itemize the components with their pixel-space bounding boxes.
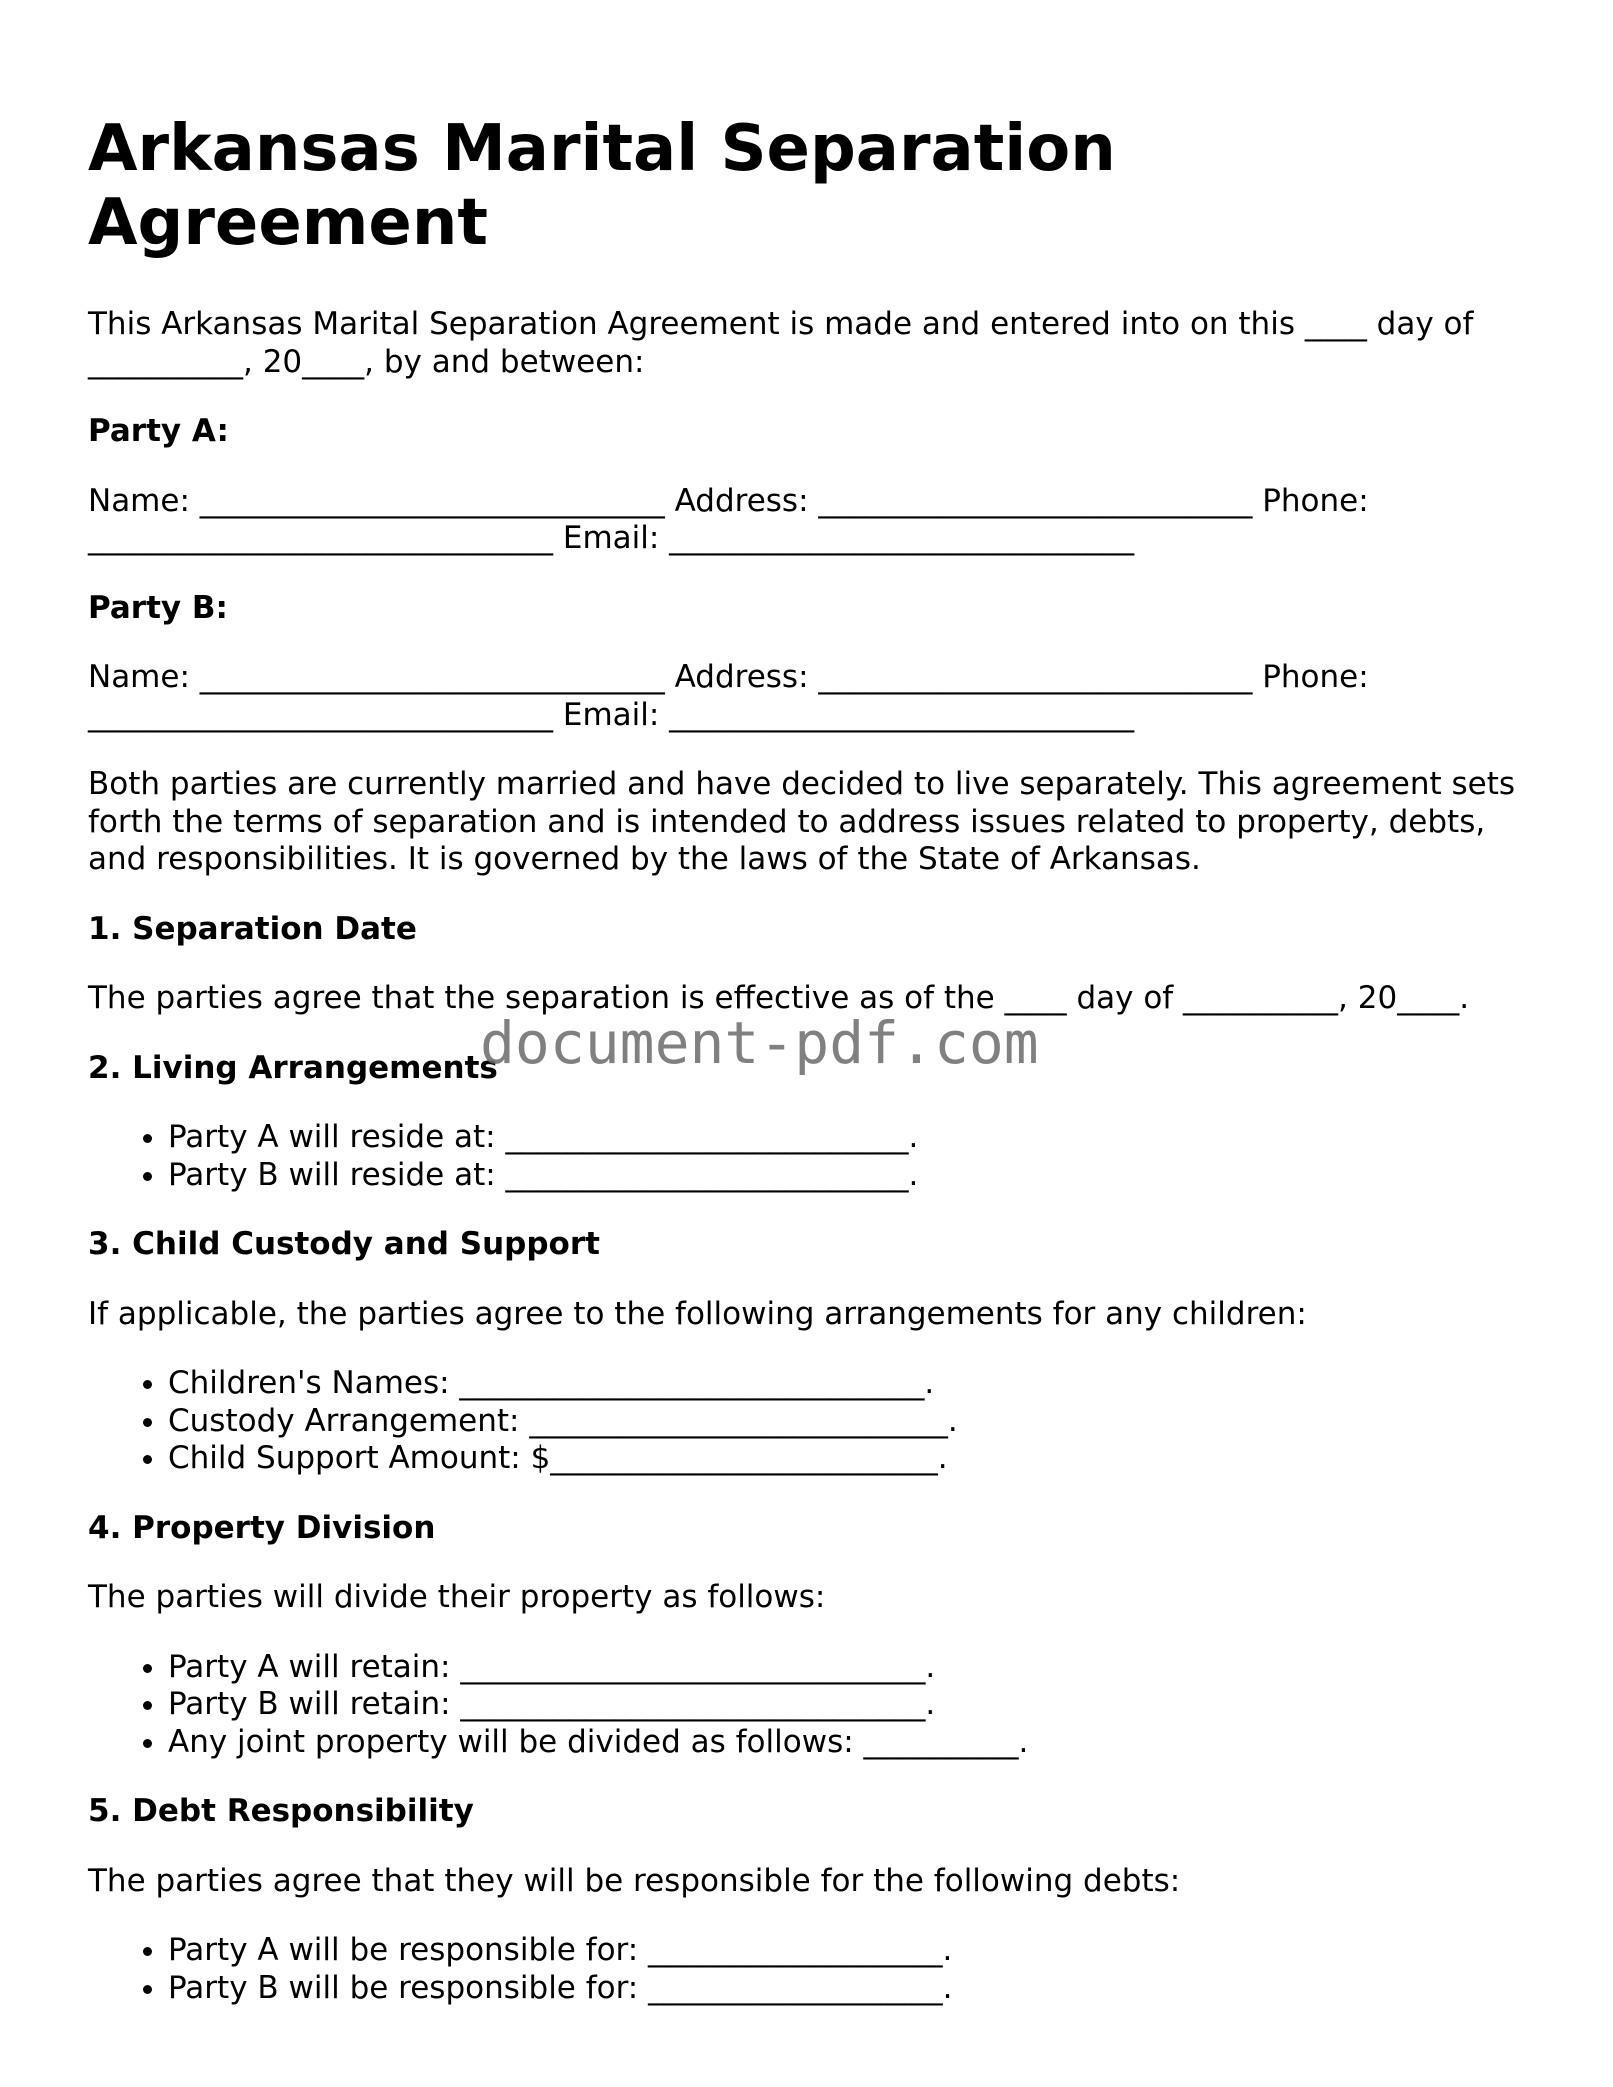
list-item: • Custody Arrangement: ___________________________. [168,1403,1528,1441]
party-b-contact-fields: Name: ______________________________ Address: ____________________________ Phone: ______________________________ Email: ______________________________ [88,659,1369,733]
section-heading-debt-responsibility: 5. Debt Responsibility [88,1793,474,1829]
intro-paragraph: This Arkansas Marital Separation Agreement is made and entered into on this ____ day of __________, 20____, by and between: [88,306,1474,380]
property-division-text: The parties will divide their property as follows: [88,1579,826,1615]
list-item: • Children's Names: ______________________________. [168,1365,1528,1403]
debt-responsibility-text: The parties agree that they will be responsible for the following debts: [88,1862,1181,1899]
debt-responsibility-list [88,1932,1528,2007]
property-division-list [88,1649,1528,1762]
section-heading-living-arrangements: 2. Living Arrangements [88,1049,498,1086]
watermark: document-pdf.com [480,1009,1039,1077]
living-arrangements-list [88,1119,1528,1194]
list-item: • Party A will reside at: __________________________. [168,1119,1528,1157]
section-heading-property-division: 4. Property Division [88,1509,436,1546]
party-b-label: Party B: [88,589,228,626]
list-item: • Child Support Amount: $_________________________. [168,1440,1528,1478]
child-custody-text: If applicable, the parties agree to the following arrangements for any children: [88,1295,1307,1332]
section-heading-child-custody: 3. Child Custody and Support [88,1226,600,1262]
separation-date-text: The parties agree that the separation is effective as of the ____ day of __________, 20____. [88,980,1470,1016]
list-item: • Party B will reside at: __________________________. [168,1157,1528,1195]
list-item: • Any joint property will be divided as follows: __________. [168,1724,1528,1762]
document-title: Arkansas Marital Separation Agreement [88,112,1116,260]
preamble-paragraph: Both parties are currently married and have decided to live separately. This agreement sets forth the terms of separation and is intended to address issues related to property, debts, and responsibilities. It is governed by the laws of the State of Arkansas. [88,766,1516,877]
list-item: • Party B will be responsible for: ___________________. [168,1970,1528,2008]
list-item: • Party B will retain: ______________________________. [168,1686,1528,1724]
child-custody-list [88,1365,1528,1478]
party-a-contact-fields: Name: ______________________________ Address: ____________________________ Phone: ______________________________ Email: ______________________________ [88,482,1369,556]
section-heading-separation-date: 1. Separation Date [88,910,417,947]
list-item: • Party A will be responsible for: ___________________. [168,1932,1528,1970]
party-a-label: Party A: [88,413,229,449]
list-item: • Party A will retain: ______________________________. [168,1649,1528,1687]
